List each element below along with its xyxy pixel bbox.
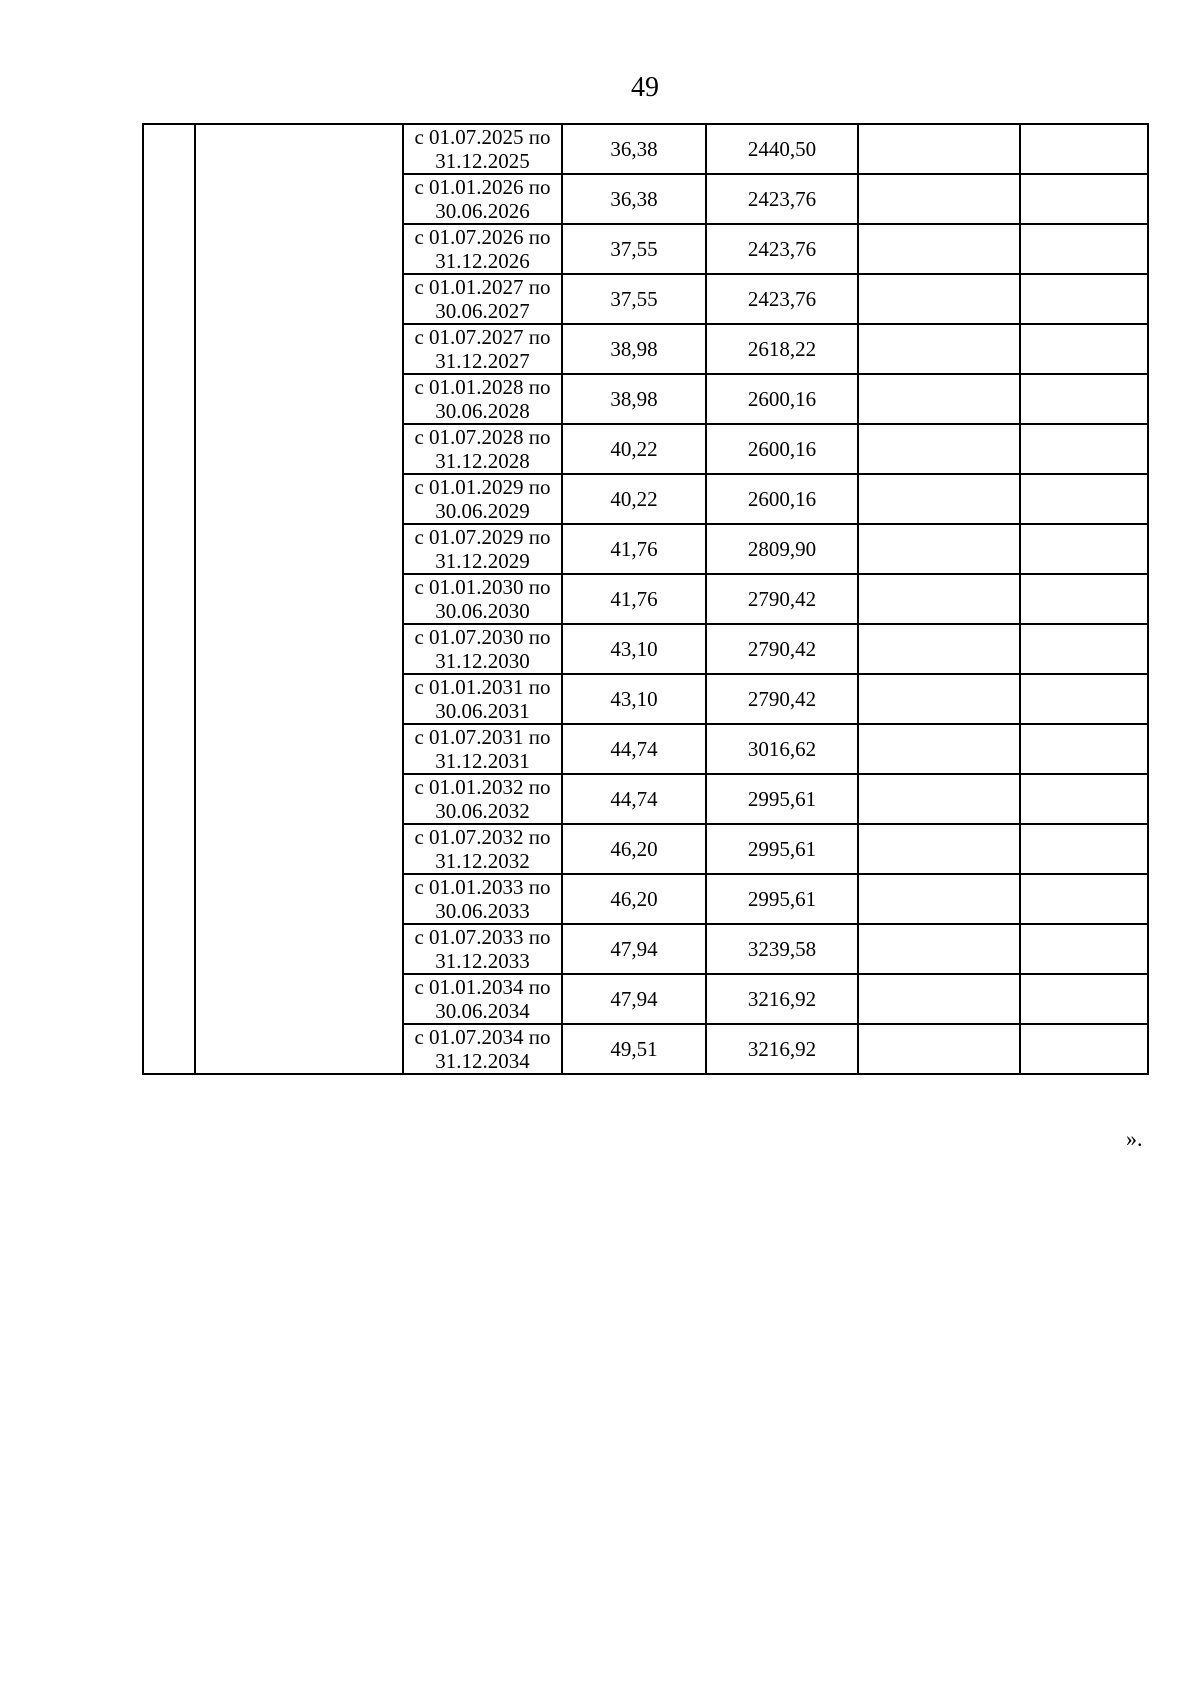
value-a-cell: 40,22 [562,424,706,474]
empty-cell [1020,224,1148,274]
period-from: с 01.07.2025 по [414,125,551,149]
empty-cell [1020,1024,1148,1074]
table-body [143,124,1148,1074]
empty-cell [1020,124,1148,174]
period-cell [403,124,562,174]
period-cell [403,724,562,774]
empty-cell [1020,724,1148,774]
period-from: с 01.07.2033 по [414,925,551,949]
value-b-cell: 3216,92 [706,1024,858,1074]
value-a-cell: 41,76 [562,574,706,624]
period-from: с 01.01.2033 по [414,875,551,899]
value-a-cell: 37,55 [562,224,706,274]
period-cell [403,424,562,474]
period-cell [403,1024,562,1074]
empty-cell [858,474,1020,524]
empty-cell [1020,924,1148,974]
value-b-cell: 2600,16 [706,474,858,524]
empty-cell [858,224,1020,274]
period-from: с 01.07.2030 по [414,625,551,649]
period-to: 30.06.2034 [435,999,530,1023]
empty-cell [1020,524,1148,574]
period-cell [403,824,562,874]
closing-quote-mark: ». [1126,1126,1143,1151]
period-to: 30.06.2032 [435,799,530,823]
period-to: 31.12.2025 [435,149,530,173]
period-from: с 01.01.2034 по [414,975,551,999]
value-a-cell: 44,74 [562,774,706,824]
merged-name-cell [195,124,403,1074]
empty-cell [858,524,1020,574]
empty-cell [1020,774,1148,824]
period-from: с 01.07.2026 по [414,225,551,249]
value-b-cell: 2790,42 [706,574,858,624]
period-from: с 01.01.2028 по [414,375,551,399]
empty-cell [1020,274,1148,324]
period-from: с 01.07.2034 по [414,1025,551,1049]
value-a-cell: 36,38 [562,174,706,224]
period-to: 30.06.2028 [435,399,530,423]
empty-cell [1020,974,1148,1024]
empty-cell [858,124,1020,174]
period-cell [403,624,562,674]
table-row [143,124,1148,174]
value-a-cell: 40,22 [562,474,706,524]
tariff-table [142,123,1149,1075]
value-b-cell: 2423,76 [706,174,858,224]
period-cell [403,274,562,324]
period-from: с 01.01.2031 по [414,675,551,699]
period-to: 31.12.2026 [435,249,530,273]
period-to: 31.12.2032 [435,849,530,873]
empty-cell [1020,374,1148,424]
value-b-cell: 2423,76 [706,224,858,274]
empty-cell [1020,824,1148,874]
period-to: 31.12.2027 [435,349,530,373]
empty-cell [858,824,1020,874]
value-b-cell: 2995,61 [706,824,858,874]
period-from: с 01.07.2028 по [414,425,551,449]
empty-cell [858,924,1020,974]
value-a-cell: 38,98 [562,374,706,424]
value-b-cell: 2995,61 [706,874,858,924]
page-number: 49 [631,72,659,103]
value-a-cell: 37,55 [562,274,706,324]
value-a-cell: 43,10 [562,674,706,724]
period-cell [403,174,562,224]
value-b-cell: 2995,61 [706,774,858,824]
period-to: 31.12.2033 [435,949,530,973]
value-a-cell: 41,76 [562,524,706,574]
period-from: с 01.07.2032 по [414,825,551,849]
value-b-cell: 3016,62 [706,724,858,774]
value-a-cell: 49,51 [562,1024,706,1074]
period-cell [403,324,562,374]
value-a-cell: 47,94 [562,974,706,1024]
empty-cell [858,874,1020,924]
period-to: 31.12.2034 [435,1049,530,1073]
period-from: с 01.01.2027 по [414,275,551,299]
period-to: 30.06.2033 [435,899,530,923]
value-b-cell: 2440,50 [706,124,858,174]
period-to: 30.06.2029 [435,499,530,523]
value-a-cell: 44,74 [562,724,706,774]
period-to: 30.06.2026 [435,199,530,223]
empty-cell [1020,624,1148,674]
period-to: 31.12.2031 [435,749,530,773]
empty-cell [858,674,1020,724]
value-a-cell: 47,94 [562,924,706,974]
period-to: 30.06.2027 [435,299,530,323]
period-cell [403,874,562,924]
period-from: с 01.01.2026 по [414,175,551,199]
value-b-cell: 2423,76 [706,274,858,324]
empty-cell [1020,674,1148,724]
value-a-cell: 43,10 [562,624,706,674]
empty-cell [858,374,1020,424]
period-from: с 01.07.2029 по [414,525,551,549]
value-a-cell: 36,38 [562,124,706,174]
empty-cell [858,624,1020,674]
value-b-cell: 3239,58 [706,924,858,974]
value-b-cell: 2790,42 [706,674,858,724]
period-cell [403,524,562,574]
period-from: с 01.01.2030 по [414,575,551,599]
empty-cell [858,274,1020,324]
empty-cell [1020,874,1148,924]
empty-cell [1020,174,1148,224]
period-from: с 01.01.2029 по [414,475,551,499]
empty-cell [858,774,1020,824]
period-to: 31.12.2030 [435,649,530,673]
empty-cell [1020,574,1148,624]
value-a-cell: 38,98 [562,324,706,374]
empty-cell [1020,324,1148,374]
value-b-cell: 2600,16 [706,374,858,424]
value-b-cell: 2600,16 [706,424,858,474]
period-cell [403,974,562,1024]
period-to: 30.06.2031 [435,699,530,723]
period-from: с 01.07.2027 по [414,325,551,349]
period-cell [403,774,562,824]
period-cell [403,674,562,724]
period-cell [403,574,562,624]
period-from: с 01.07.2031 по [414,725,551,749]
period-cell [403,224,562,274]
period-to: 31.12.2029 [435,549,530,573]
value-b-cell: 2618,22 [706,324,858,374]
period-cell [403,924,562,974]
value-b-cell: 3216,92 [706,974,858,1024]
merged-number-cell [143,124,195,1074]
period-cell [403,474,562,524]
empty-cell [1020,424,1148,474]
empty-cell [1020,474,1148,524]
empty-cell [858,1024,1020,1074]
period-from: с 01.01.2032 по [414,775,551,799]
empty-cell [858,174,1020,224]
value-a-cell: 46,20 [562,824,706,874]
value-b-cell: 2809,90 [706,524,858,574]
period-to: 30.06.2030 [435,599,530,623]
empty-cell [858,424,1020,474]
period-cell [403,374,562,424]
empty-cell [858,974,1020,1024]
period-to: 31.12.2028 [435,449,530,473]
empty-cell [858,574,1020,624]
value-a-cell: 46,20 [562,874,706,924]
empty-cell [858,324,1020,374]
empty-cell [858,724,1020,774]
value-b-cell: 2790,42 [706,624,858,674]
